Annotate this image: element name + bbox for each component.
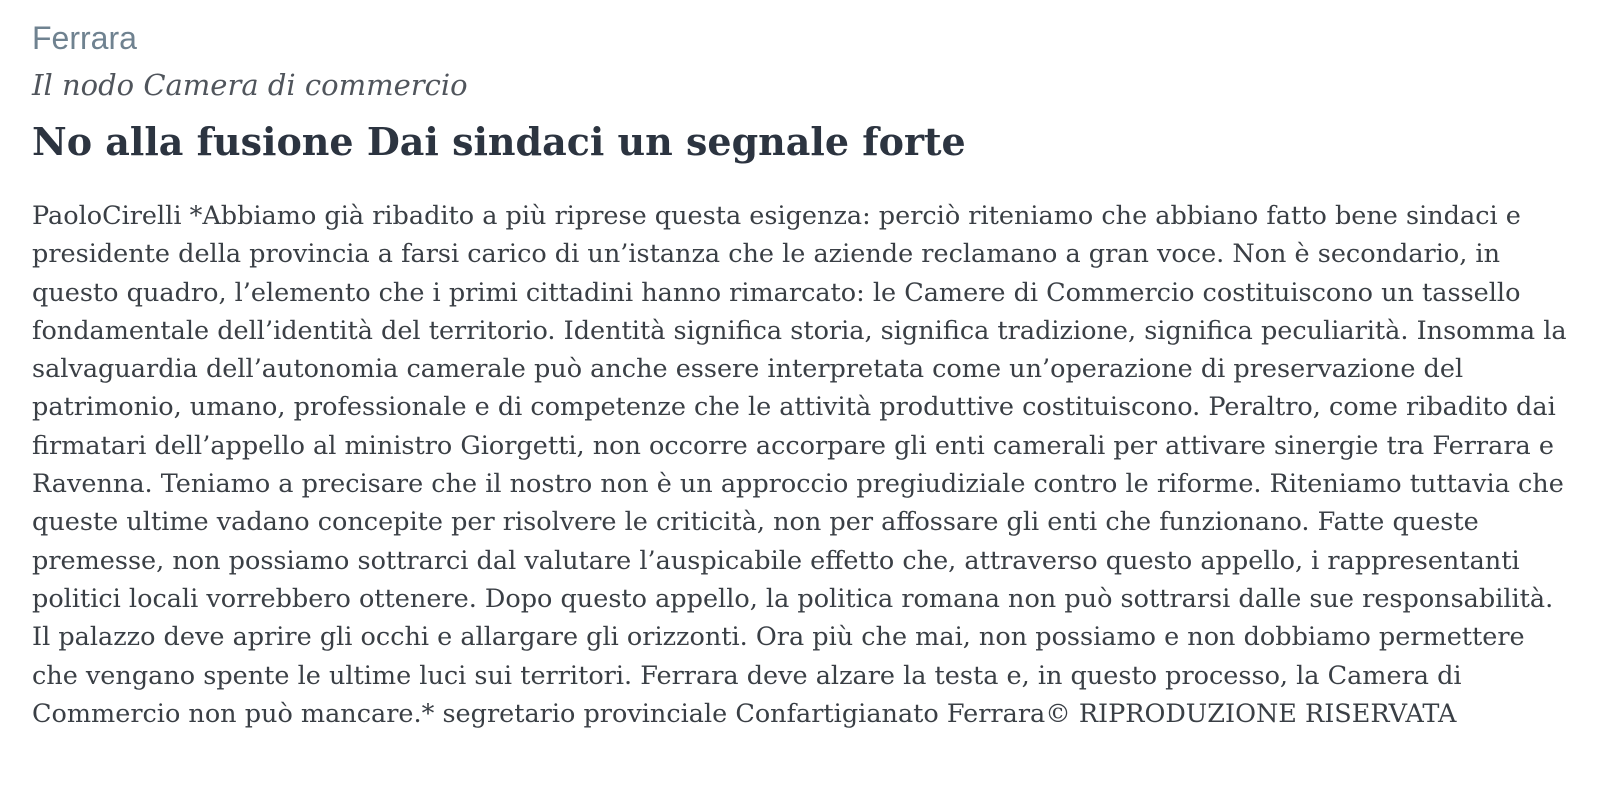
article-body: PaoloCirelli *Abbiamo già ribadito a più riprese questa esigenza: perciò riteniamo che abbiano fatto bene sindaci e presidente della provincia a farsi carico di un’istanza che le aziende reclamano a gran voce. Non è secondario, in questo quadro, l’elemento che i primi cittadini hanno rimarcato: le Camere di Commercio costituiscono un tassello fondamentale dell’identità del territorio. Identità significa storia, significa tradizione, significa peculiarità. Insomma la salvaguardia dell’autonomia camerale può anche essere interpretata come un’operazione di preservazione del patrimonio, umano, professionale e di competenze che le attività produttive costituiscono. Peraltro, come ribadito dai firmatari dell’appello al ministro Giorgetti, non occorre accorpare gli enti camerali per attivare sinergie tra Ferrara e Ravenna. Teniamo a precisare che il nostro non è un approccio pregiudiziale contro le riforme. Riteniamo tuttavia che queste ultime vadano concepite per risolvere le criticità, non per affossare gli enti che funzionano. Fatte queste premesse, non possiamo sottrarci dal valutare l’auspicabile effetto che, attraverso questo appello, i rappresentanti politici locali vorrebbero ottenere. Dopo questo appello, la politica romana non può sottrarsi dalle sue responsabilità. Il palazzo deve aprire gli occhi e allargare gli orizzonti. Ora più che mai, non possiamo e non dobbiamo permettere che vengano spente le ultime luci sui territori. Ferrara deve alzare la testa e, in questo processo, la Camera di Commercio non può mancare.* segretario provinciale Confartigianato Ferrara© RIPRODUZIONE RISERVATA [32,201,1567,729]
article [32,18,1568,733]
section-label[interactable]: Ferrara [32,20,137,56]
article-headline: No alla fusione Dai sindaci un segnale forte [32,119,966,164]
article-kicker: Il nodo Camera di commercio [32,68,468,102]
